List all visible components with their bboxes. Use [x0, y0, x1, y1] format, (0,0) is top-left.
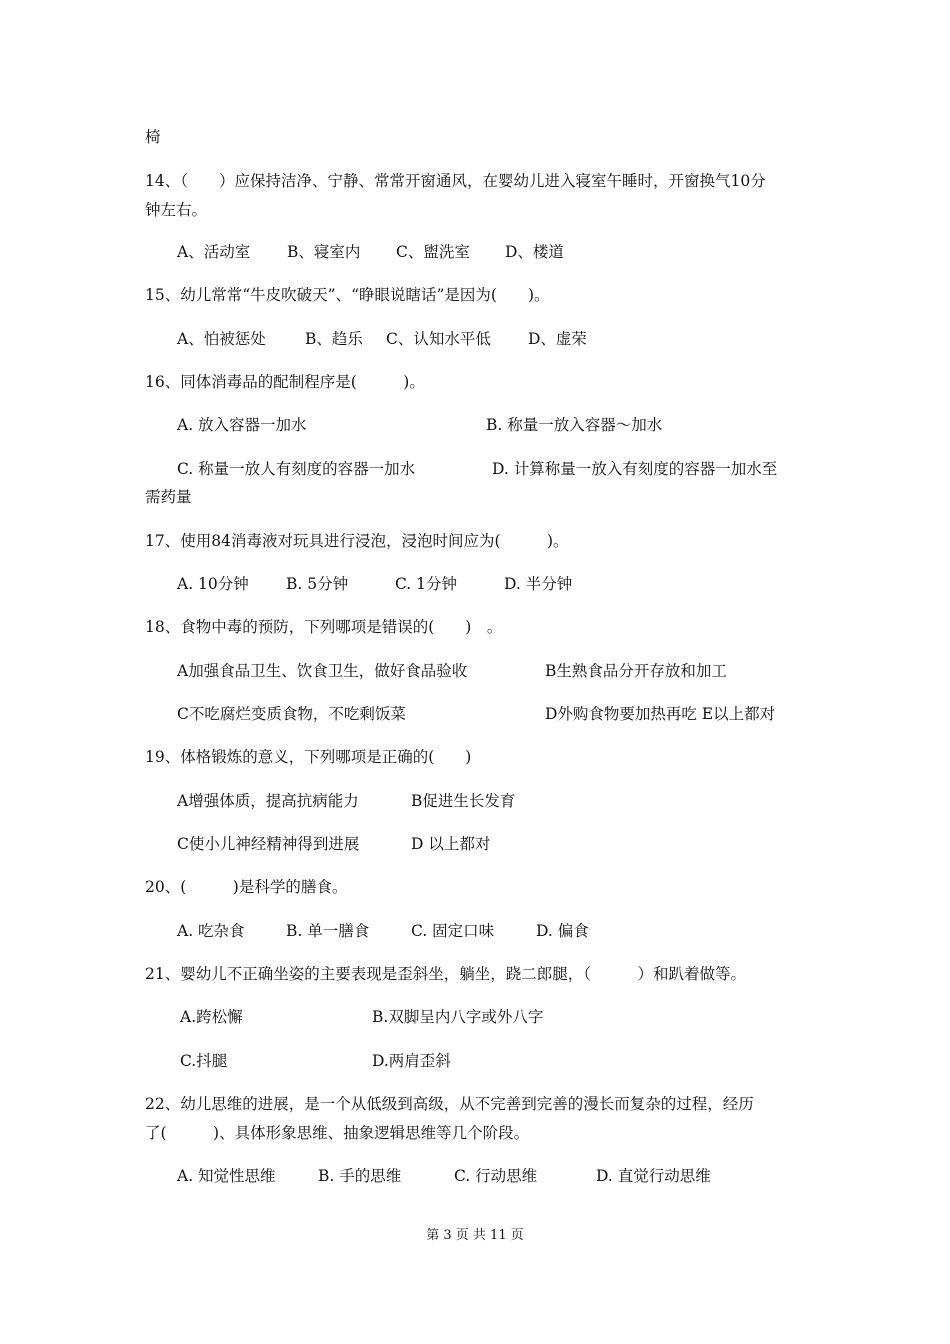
option-19-d: D 以上都对	[411, 835, 491, 853]
option-22-a: A. 知觉性思维	[177, 1167, 276, 1185]
option-20-d: D. 偏食	[536, 922, 589, 940]
option-19-b: B促进生长发育	[411, 792, 516, 810]
question-17-text: 17、使用84消毒液对玩具进行浸泡，浸泡时间应为( )。	[145, 532, 569, 550]
question-15-text: 15、幼儿常常“牛皮吹破天”、“睁眼说瞎话”是因为( )。	[145, 286, 550, 304]
question-21-text: 21、婴幼儿不正确坐姿的主要表现是歪斜坐，躺坐，跷二郎腿，（ ）和趴着做等。	[145, 965, 746, 983]
option-17-a: A. 10分钟	[177, 575, 249, 593]
option-21-c: C.抖腿	[180, 1052, 228, 1070]
option-15-a: A、怕被惩处	[177, 330, 266, 348]
option-14-d: D、楼道	[505, 243, 564, 261]
option-22-d: D. 直觉行动思维	[596, 1167, 711, 1185]
question-16-text: 16、同体消毒品的配制程序是( )。	[145, 373, 425, 391]
option-15-d: D、虚荣	[528, 330, 587, 348]
option-18-c: C不吃腐烂变质食物，不吃剩饭菜	[177, 705, 406, 723]
option-17-c: C. 1分钟	[395, 575, 458, 593]
option-14-b: B、寝室内	[287, 243, 361, 261]
option-16-d: D. 计算称量一放入有刻度的容器一加水至	[492, 460, 778, 478]
question-19-text: 19、体格锻炼的意义，下列哪项是正确的( )	[145, 748, 472, 766]
option-18-a: A加强食品卫生、饮食卫生，做好食品验收	[177, 662, 468, 680]
option-14-c: C、盥洗室	[396, 243, 470, 261]
option-22-c: C. 行动思维	[454, 1167, 538, 1185]
question-20-text: 20、( )是科学的膳食。	[145, 878, 348, 896]
option-21-a: A.跨松懈	[180, 1008, 243, 1026]
option-17-b: B. 5分钟	[286, 575, 349, 593]
option-21-b: B.双脚呈内八字或外八字	[372, 1008, 544, 1026]
option-19-c: C使小儿神经精神得到进展	[177, 835, 360, 853]
option-20-a: A. 吃杂食	[177, 922, 245, 940]
option-16-a: A. 放入容器一加水	[177, 416, 307, 434]
option-18-d: D外购食物要加热再吃 E以上都对	[545, 705, 776, 723]
option-20-b: B. 单一膳食	[286, 922, 370, 940]
continuation-text: 椅	[145, 128, 161, 146]
option-15-b: B、趋乐	[305, 330, 363, 348]
option-22-b: B. 手的思维	[318, 1167, 402, 1185]
question-14-line-2: 钟左右。	[145, 201, 208, 219]
question-14-line-1: 14、（ ）应保持洁净、宁静、常常开窗通风，在婴幼儿进入寝室午睡时，开窗换气10分	[145, 172, 766, 190]
option-14-a: A、活动室	[177, 243, 251, 261]
option-19-a: A增强体质，提高抗病能力	[177, 792, 359, 810]
option-17-d: D. 半分钟	[504, 575, 573, 593]
page-footer: 第 3 页 共 11 页	[426, 1228, 524, 1243]
option-21-d: D.两肩歪斜	[372, 1052, 451, 1070]
option-15-c: C、认知水平低	[386, 330, 491, 348]
option-16-b: B. 称量一放入容器～加水	[486, 416, 663, 434]
question-18-text: 18、食物中毒的预防，下列哪项是错误的( ) 。	[145, 618, 503, 636]
option-20-c: C. 固定口味	[411, 922, 495, 940]
option-18-b: B生熟食品分开存放和加工	[545, 662, 727, 680]
option-16-d-wrap: 需药量	[145, 488, 192, 506]
question-22-line-2: 了( )、具体形象思维、抽象逻辑思维等几个阶段。	[145, 1124, 530, 1142]
question-22-line-1: 22、幼儿思维的进展，是一个从低级到高级，从不完善到完善的漫长而复杂的过程，经历	[145, 1095, 754, 1113]
option-16-c: C. 称量一放人有刻度的容器一加水	[177, 460, 416, 478]
